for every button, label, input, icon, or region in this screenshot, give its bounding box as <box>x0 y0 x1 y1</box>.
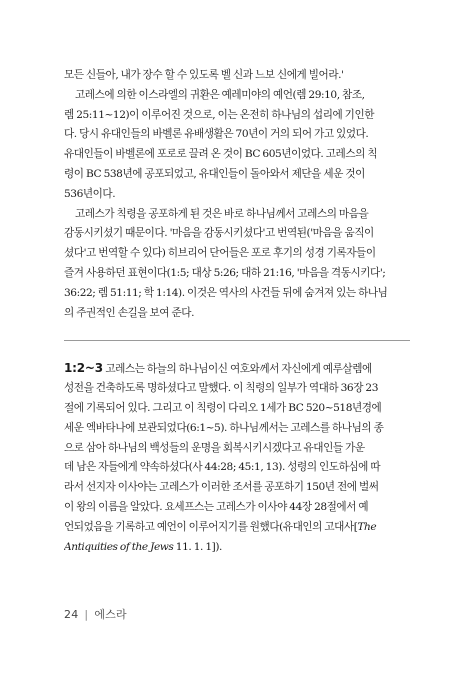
section-divider <box>64 340 410 341</box>
book-title-italic: Antiquities of the Jews <box>64 540 174 553</box>
citation-tail: 11. 1. 1]). <box>173 540 222 553</box>
text-segment: 언되었음을 기록하고 예언이 이루어지기를 원했다(유대인의 고대사[ <box>64 520 358 533</box>
page-footer <box>64 606 127 622</box>
text-line: 감동시키셨기 때문이다. '마음을 감동시키셨다'고 번역된('마음을 움직이 <box>64 227 374 240</box>
footer-separator: | <box>84 608 89 621</box>
text-line: 성전을 건축하도록 명하셨다고 말했다. 이 칙령의 일부가 역대하 36장 23 <box>64 382 378 395</box>
text-line: 세운 엑바타나에 보관되었다(6:1~5). 하나님께서는 고레스를 하나님의 종 <box>64 421 384 434</box>
text-line: 으로 삼아 하나님의 백성들의 운명을 회복시키시겠다고 유대인들 가운 <box>64 441 365 454</box>
text-line <box>64 359 410 379</box>
text-line: 절에 기록되어 있다. 그리고 이 칙령이 다리오 1세가 BC 520~518년경에 <box>64 401 382 414</box>
paragraph-quote-end <box>64 66 410 86</box>
text-line: 36:22; 렘 51:11; 학 1:14). 이것은 역사의 사건들 뒤에 숨겨져 있는 하나님 <box>64 286 388 299</box>
text-line: 렘 25:11~12)이 이루어진 것으로, 이는 온전히 하나님의 섭리에 기인한 <box>64 108 375 121</box>
paragraph-cyrus-decree <box>64 205 410 324</box>
text-line: 고레스가 칙령을 공포하게 된 것은 바로 하나님께서 고레스의 마음을 <box>75 207 369 220</box>
text-line: 유대인들이 바벨론에 포로로 끌려 온 것이 BC 605년이었다. 고레스의 칙 <box>64 148 378 161</box>
text-line <box>64 538 410 558</box>
running-title: 에스라 <box>94 608 127 621</box>
book-title-italic: The <box>357 520 377 533</box>
text-line: 셨다'고 번역할 수 있다) 히브리어 단어들은 포로 후기의 성경 기록자들이 <box>64 247 376 260</box>
paragraph-verse-commentary <box>64 359 410 557</box>
page-number: 24 <box>64 608 79 621</box>
verse-text: 고레스는 하늘의 하나님이신 여호와께서 자신에게 예루살렘에 <box>102 363 372 376</box>
text-line: 령이 BC 538년에 공포되었고, 유대인들이 돌아와서 제단을 세운 것이 <box>64 167 365 180</box>
text-line: 데 남은 자들에게 약속하셨다(사 44:28; 45:1, 13). 성령의 인도하심에 따 <box>64 461 381 474</box>
text-line: 즐겨 사용하던 표현이다(1:5; 대상 5:26; 대하 21:16, '마음을 격동시키다'; <box>64 266 386 279</box>
text-line: 536년이다. <box>64 187 116 200</box>
text-line: 모든 신들아, 내가 장수 할 수 있도록 벨 신과 느보 신에게 빌어라.' <box>64 69 344 81</box>
text-line: 이 왕의 이름을 알았다. 요세프스는 고레스가 이사야 44장 28절에서 예 <box>64 500 369 513</box>
text-line: 다. 당시 유대인들의 바벨론 유배생활은 70년이 거의 되어 가고 있었다. <box>64 128 369 141</box>
page-body <box>64 66 410 557</box>
text-line: 의 주권적인 손길을 보여 준다. <box>64 306 194 319</box>
verse-reference: 1:2~3 <box>64 361 103 376</box>
text-line <box>64 518 410 538</box>
text-line: 라서 선지자 이사야는 고레스가 이러한 조서를 공포하기 150년 전에 벌써 <box>64 481 379 494</box>
paragraph-return-of-israel <box>64 86 410 205</box>
text-line: 고레스에 의한 이스라엘의 귀환은 예레미야의 예언(렘 29:10, 참조, <box>75 88 365 101</box>
